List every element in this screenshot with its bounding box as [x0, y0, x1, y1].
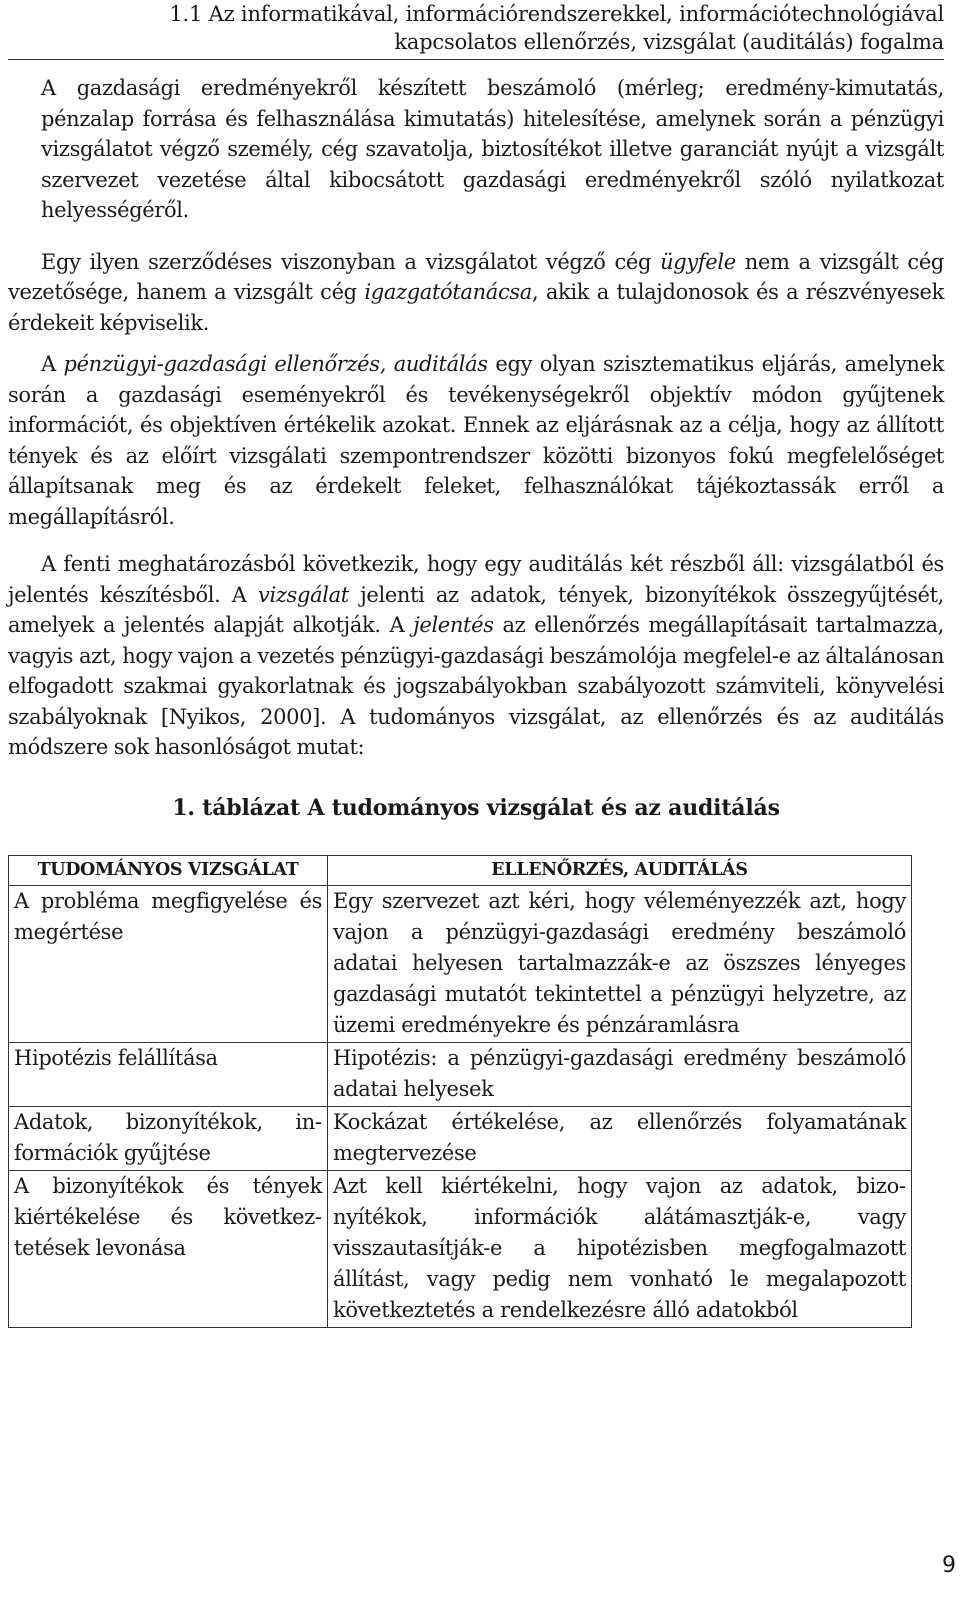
text-run: az ellenőrzés megállapításait tartalmazza, vagyis azt, hogy vajon a vezetés pénzügyi-gazdasági beszámolója megfelel-e az általánosan elfogadott szakmai gyakorlatnak és jogszabályokban szabályozott számviteli, könyvelési szabályoknak [Nyikos, 2000]. A tudományos vizsgálat, az ellenőrzés és az auditálás módszere sok hasonlóságot mutat: — [8, 613, 944, 759]
table-cell: Adatok, bizonyítékok, információk gyűjtése — [9, 1106, 328, 1170]
table-cell: Hipotézis felállítása — [9, 1042, 328, 1106]
emphasis-vizsgalat: vizsgálat — [257, 582, 349, 607]
table-row — [9, 1170, 912, 1327]
paragraph-audit-definition — [8, 349, 944, 532]
emphasis-jelentes: jelentés — [413, 613, 494, 637]
table-cell: A probléma megfigyelése és megértése — [9, 885, 328, 1042]
text-run: , akik a tulajdonosok és a részvényesek érdekeit képviselik. — [8, 280, 945, 335]
table-header-row — [9, 855, 912, 885]
page-number: 9 — [942, 1553, 956, 1578]
header-rule — [8, 59, 944, 60]
table-row — [9, 1106, 912, 1170]
emphasis-audit-term: pénzügyi-gazdasági ellenőrzés, auditálás — [63, 352, 488, 376]
table-row — [9, 1042, 912, 1106]
table-cell: A bizonyítékok és tények kiértékelése és következtetések levonása — [9, 1170, 328, 1327]
text-run: nem a vizsgált cég vezetősége, hanem a vizsgált cég — [8, 249, 944, 304]
text-run: A fenti meghatározásból következik, hogy egy auditálás két részből áll: vizsgálatból és jelentés készítésből. A — [8, 552, 944, 607]
text-run: Egy ilyen szerződéses viszonyban a vizsgálatot végző cég — [41, 249, 661, 274]
comparison-table — [8, 855, 912, 1328]
running-header — [8, 0, 944, 56]
table-row — [9, 885, 912, 1042]
table-cell: Azt kell kiértékelni, hogy vajon az adatok, bizonyítékok, információk alátámasztják-e, vagy visszautasítják-e a hipotézisben megfogalmazott állítást, vagy pedig nem vonható le megalapozott következtetés a rendelkezésre álló adatokból — [328, 1170, 912, 1327]
text-run: jelenti az adatok, tények, bizonyítékok összegyűjtését, amelyek a jelentés alapját alkotják. A — [8, 582, 945, 637]
header-line-2: kapcsolatos ellenőrzés, vizsgálat (auditálás) fogalma — [394, 30, 944, 54]
paragraph-definition: A gazdasági eredményekről készített beszámoló (mérleg; eredmény-kimutatás, pénzalap forrása és felhasználása kimutatás) hitelesítése, amelynek során a pénzügyi vizsgálatot végző személy, cég szavatolja, biztosítékot illetve garanciát nyújt a vizsgált szervezet vezetése által kibocsátott gazdasági eredményekről szóló nyilatkozat helyességéről. — [41, 76, 944, 222]
text-run: A — [41, 352, 64, 376]
table-header-cell: ELLENŐRZÉS, AUDITÁLÁS — [328, 855, 912, 885]
table-title: 1. táblázat A tudományos vizsgálat és az auditálás — [172, 794, 780, 821]
document-page — [8, 0, 944, 1600]
paragraph-client — [8, 247, 944, 339]
header-line-1: 1.1 Az informatikával, információrendszerekkel, információtechnológiával — [169, 2, 944, 26]
table-header-cell: TUDOMÁNYOS VIZSGÁLAT — [9, 855, 328, 885]
table-cell: Egy szervezet azt kéri, hogy véleményezzék azt, hogy vajon a pénzügyi-gazdasági eredmény beszámoló adatai helyesen tartalmazzák-e az öszszes lényeges gazdasági mutatót tekintettel a pénzügyi helyzetre, az üzemi eredményekre és pénzáramlásra — [328, 885, 912, 1042]
paragraph-audit-parts — [8, 549, 944, 763]
table-cell: Kockázat értékelése, az ellenőrzés folyamatának megtervezése — [328, 1106, 912, 1170]
emphasis-ugyfele: ügyfele — [660, 249, 736, 274]
text-run: egy olyan szisztematikus eljárás, amelynek során a gazdasági eseményekről és tevékenységekről objektív módon gyűjtenek információt, és objektíven értékelik azokat. Ennek az eljárásnak az a célja, hogy az állított tények és az előírt vizsgálati szempontrendszer közötti bizonyos fokú megfelelőséget állapítsanak meg és az érdekelt feleket, felhasználókat tájékoztassák erről a megállapításról. — [8, 352, 944, 529]
emphasis-igazgatotanacsa: igazgatótanácsa — [364, 280, 532, 304]
table-cell: Hipotézis: a pénzügyi-gazdasági eredmény beszámoló adatai helyesek — [328, 1042, 912, 1106]
